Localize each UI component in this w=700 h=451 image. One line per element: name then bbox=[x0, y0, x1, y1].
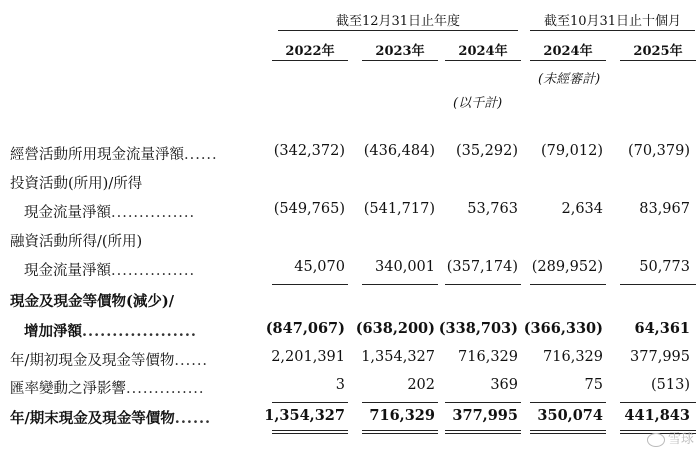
total-rule-3 bbox=[445, 402, 521, 403]
leader-dots: ...... bbox=[184, 147, 218, 163]
table-row bbox=[0, 259, 700, 281]
cell-2022: (847,067) bbox=[265, 320, 345, 337]
table-row bbox=[0, 143, 700, 165]
table-row bbox=[0, 320, 700, 342]
table-row bbox=[0, 172, 700, 194]
total-rule-4 bbox=[530, 402, 606, 403]
row-label: 融資活動所得/(所用) bbox=[10, 234, 143, 250]
cell-2023: (638,200) bbox=[355, 320, 435, 337]
cell-2025: (513) bbox=[651, 377, 690, 393]
group2-underline bbox=[530, 30, 695, 31]
table-row bbox=[0, 349, 700, 371]
leader-dots: ...... bbox=[174, 410, 212, 427]
cell-2023: (541,717) bbox=[363, 201, 435, 217]
subtotal-rule-2 bbox=[362, 284, 438, 285]
double-rule-1a bbox=[272, 430, 348, 431]
leader-dots: ............... bbox=[111, 263, 196, 279]
cell-2023: (436,484) bbox=[363, 143, 435, 159]
double-rule-1b bbox=[272, 433, 348, 434]
cell-2024-ten-month: (289,952) bbox=[531, 259, 603, 275]
row-label: 年/期初現金及現金等價物 bbox=[10, 353, 175, 369]
row-label: 投資活動(所用)/所得 bbox=[10, 176, 143, 192]
cell-2023: 1,354,327 bbox=[361, 349, 435, 365]
total-rule-5 bbox=[620, 402, 696, 403]
table-row bbox=[0, 290, 700, 312]
cell-2022: 1,354,327 bbox=[264, 407, 345, 424]
period-group-annual: 截至12月31日止年度 bbox=[335, 14, 461, 29]
group1-underline bbox=[278, 30, 518, 31]
unaudited-note: (未經審計) bbox=[538, 72, 601, 87]
subtotal-rule-1 bbox=[272, 284, 348, 285]
cell-2025: 377,995 bbox=[630, 349, 690, 365]
table-row bbox=[0, 407, 700, 429]
year-underline-3 bbox=[445, 60, 521, 61]
double-rule-2a bbox=[362, 430, 438, 431]
year-header-2023: 2023年 bbox=[375, 44, 425, 59]
year-underline-4 bbox=[530, 60, 606, 61]
total-rule-2 bbox=[362, 402, 438, 403]
row-label: 匯率變動之淨影響 bbox=[10, 381, 126, 397]
double-rule-3b bbox=[445, 433, 521, 434]
year-header-2024: 2024年 bbox=[458, 44, 508, 59]
table-row bbox=[0, 201, 700, 223]
cell-2024: (35,292) bbox=[455, 143, 518, 159]
period-group-ten-months: 截至10月31日止十個月 bbox=[543, 14, 682, 29]
row-label: 現金流量淨額 bbox=[24, 263, 111, 279]
row-label: 經營活動所用現金流量淨額 bbox=[10, 147, 184, 163]
cell-2023: 202 bbox=[407, 377, 435, 393]
leader-dots: ................... bbox=[82, 323, 197, 340]
cell-2024-ten-month: (79,012) bbox=[540, 143, 603, 159]
row-label: 增加淨額 bbox=[24, 323, 82, 340]
table-row bbox=[0, 377, 700, 399]
cell-2025: 64,361 bbox=[634, 320, 690, 337]
cell-2024: 369 bbox=[490, 377, 518, 393]
cell-2024-ten-month: (366,330) bbox=[523, 320, 603, 337]
double-rule-4a bbox=[530, 430, 606, 431]
row-label: 現金流量淨額 bbox=[24, 205, 111, 221]
leader-dots: .............. bbox=[126, 381, 205, 397]
watermark-text: 雪球 bbox=[667, 432, 694, 447]
double-rule-4b bbox=[530, 433, 606, 434]
cell-2025: 441,843 bbox=[624, 407, 690, 424]
cell-2024: (338,703) bbox=[438, 320, 518, 337]
cell-2023: 716,329 bbox=[369, 407, 435, 424]
leader-dots: ...... bbox=[174, 353, 209, 369]
year-underline-1 bbox=[272, 60, 348, 61]
year-header-2024-ten-month: 2024年 bbox=[543, 44, 593, 59]
cell-2023: 340,001 bbox=[375, 259, 435, 275]
cell-2024-ten-month: 716,329 bbox=[543, 349, 603, 365]
subtotal-rule-4 bbox=[530, 284, 606, 285]
year-header-2022: 2022年 bbox=[285, 44, 335, 59]
double-rule-2b bbox=[362, 433, 438, 434]
cell-2022: (549,765) bbox=[273, 201, 345, 217]
cell-2022: 3 bbox=[335, 377, 345, 393]
cell-2024: 377,995 bbox=[452, 407, 518, 424]
cell-2024-ten-month: 350,074 bbox=[537, 407, 603, 424]
table-row bbox=[0, 230, 700, 252]
weibo-logo-icon bbox=[647, 433, 665, 447]
cell-2025: (70,379) bbox=[627, 143, 690, 159]
cell-2024-ten-month: 75 bbox=[584, 377, 603, 393]
subtotal-rule-3 bbox=[445, 284, 521, 285]
watermark bbox=[647, 428, 694, 447]
double-rule-3a bbox=[445, 430, 521, 431]
year-underline-2 bbox=[362, 60, 438, 61]
subtotal-rule-5 bbox=[620, 284, 696, 285]
total-rule-1 bbox=[272, 402, 348, 403]
year-header-2025: 2025年 bbox=[633, 44, 683, 59]
cell-2024: 53,763 bbox=[467, 201, 518, 217]
cell-2024: 716,329 bbox=[458, 349, 518, 365]
cell-2024-ten-month: 2,634 bbox=[561, 201, 603, 217]
cell-2022: (342,372) bbox=[273, 143, 345, 159]
cell-2022: 2,201,391 bbox=[271, 349, 345, 365]
row-label: 年/期末現金及現金等價物 bbox=[10, 410, 175, 427]
cell-2025: 83,967 bbox=[639, 201, 690, 217]
cell-2024: (357,174) bbox=[446, 259, 518, 275]
cell-2025: 50,773 bbox=[639, 259, 690, 275]
cell-2022: 45,070 bbox=[294, 259, 345, 275]
leader-dots: ............... bbox=[111, 205, 196, 221]
unit-note: (以千計) bbox=[453, 96, 503, 111]
row-label: 現金及現金等價物(減少)/ bbox=[10, 293, 175, 310]
year-underline-5 bbox=[620, 60, 696, 61]
